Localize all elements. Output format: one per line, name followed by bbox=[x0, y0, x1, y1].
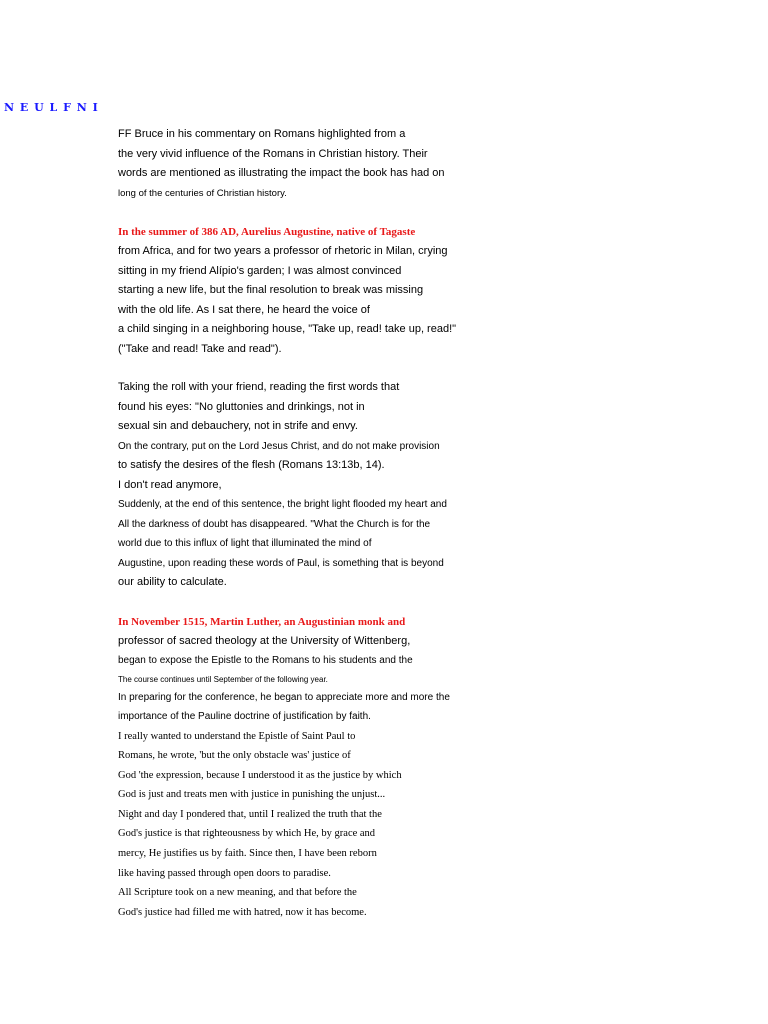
text-line: All Scripture took on a new meaning, and that before the bbox=[118, 887, 357, 899]
heading-augustine: In the summer of 386 AD, Aurelius Augustine, native of Tagaste bbox=[118, 226, 416, 238]
text-line: importance of the Pauline doctrine of justification by faith. bbox=[118, 711, 371, 722]
side-letters: N E U L F N I bbox=[4, 101, 99, 114]
text-line: from Africa, and for two years a professor of rhetoric in Milan, crying bbox=[118, 245, 448, 257]
heading-luther: In November 1515, Martin Luther, an Augustinian monk and bbox=[118, 615, 406, 628]
text-line: Night and day I pondered that, until I realized the truth that the bbox=[118, 808, 382, 820]
paragraph-luther bbox=[118, 632, 698, 727]
text-line: a child singing in a neighboring house, "Take up, read! take up, read!" bbox=[118, 323, 457, 335]
text-line: world due to this influx of light that illuminated the mind of bbox=[118, 538, 372, 549]
text-line: I really wanted to understand the Epistle of Saint Paul to bbox=[118, 730, 356, 742]
text-line: God is just and treats men with justice in punishing the unjust... bbox=[118, 789, 386, 801]
text-line: Taking the roll with your friend, reading the first words that bbox=[118, 381, 400, 393]
text-line: mercy, He justifies us by faith. Since then, I have been reborn bbox=[118, 848, 377, 860]
text-line: Suddenly, at the end of this sentence, the bright light flooded my heart and bbox=[118, 499, 447, 510]
text-line: like having passed through open doors to paradise. bbox=[118, 867, 331, 879]
paragraph-taking-the-roll bbox=[118, 378, 698, 593]
text-line: God's justice is that righteousness by which He, by grace and bbox=[118, 828, 376, 840]
text-line: found his eyes: "No gluttonies and drinkings, not in bbox=[118, 400, 365, 413]
text-line: to satisfy the desires of the flesh (Romans 13:13b, 14). bbox=[118, 459, 385, 471]
text-line: the very vivid influence of the Romans in Christian history. Their bbox=[118, 147, 428, 160]
text-line: our ability to calculate. bbox=[118, 576, 227, 588]
text-line: God's justice had filled me with hatred, now it has become. bbox=[118, 906, 367, 918]
text-line: The course continues until September of the following year. bbox=[118, 674, 328, 684]
text-line: began to expose the Epistle to the Romans to his students and the bbox=[118, 655, 413, 666]
text-line: I don't read anymore, bbox=[118, 478, 222, 491]
text-line: words are mentioned as illustrating the impact the book has had on bbox=[118, 167, 445, 179]
text-line: long of the centuries of Christian history. bbox=[118, 187, 287, 199]
text-line: FF Bruce in his commentary on Romans highlighted from a bbox=[118, 128, 406, 140]
paragraph-bruce bbox=[118, 125, 698, 203]
text-line: All the darkness of doubt has disappeared. "What the Church is for the bbox=[118, 518, 431, 530]
text-column bbox=[118, 125, 698, 922]
text-line: On the contrary, put on the Lord Jesus Christ, and do not make provision bbox=[118, 440, 440, 452]
spacer bbox=[118, 593, 698, 612]
spacer bbox=[118, 359, 698, 378]
text-line: Augustine, upon reading these words of Paul, is something that is beyond bbox=[118, 557, 444, 569]
text-line: ("Take and read! Take and read"). bbox=[118, 342, 282, 355]
text-line: Romans, he wrote, 'but the only obstacle was' justice of bbox=[118, 750, 351, 762]
spacer bbox=[118, 203, 698, 222]
text-line: sexual sin and debauchery, not in strife and envy. bbox=[118, 420, 358, 432]
paragraph-luther-quote bbox=[118, 727, 698, 923]
text-line: with the old life. As I sat there, he heard the voice of bbox=[118, 303, 370, 316]
text-line: professor of sacred theology at the University of Wittenberg, bbox=[118, 634, 411, 647]
text-line: God 'the expression, because I understood it as the justice by which bbox=[118, 769, 402, 781]
text-line: starting a new life, but the final resolution to break was missing bbox=[118, 284, 424, 296]
text-line: sitting in my friend Alípio's garden; I was almost convinced bbox=[118, 264, 402, 277]
paragraph-augustine bbox=[118, 242, 698, 359]
text-line: In preparing for the conference, he began to appreciate more and more the bbox=[118, 691, 450, 703]
